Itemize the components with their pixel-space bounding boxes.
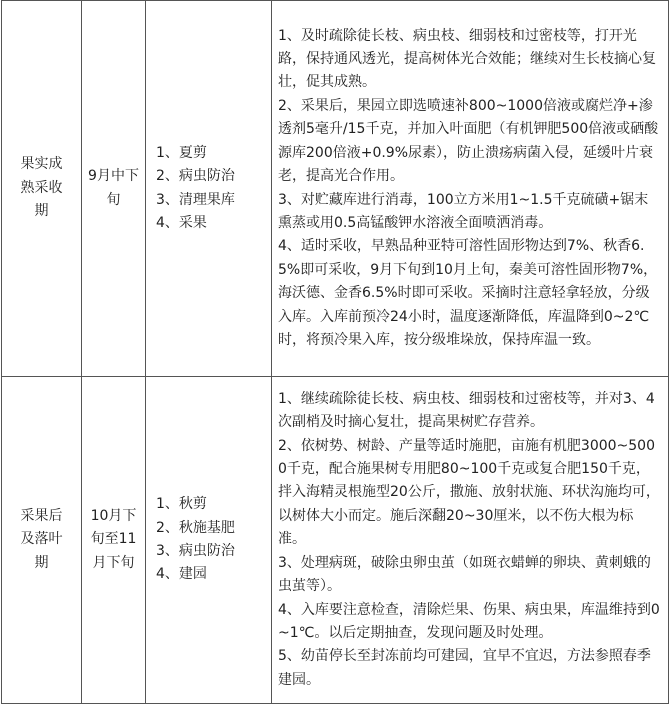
task-item: 4、采果 (156, 214, 207, 231)
period-cell: 果实成熟采收期 (2, 1, 82, 377)
detail-paragraph: 2、采果后，果园立即选喷速补800~1000倍液或腐烂净+渗透剂5毫升/15千克，并加入叶面肥（有机钾肥500倍液或硒酸源库200倍液+0.9%尿素），防止溃疡病菌入侵，延缓叶片衰老，提高光合作用。 (278, 97, 659, 185)
detail-paragraph: 2、依树势、树龄、产量等适时施肥，亩施有机肥3000~5000千克，配合施果树专用肥80~100千克或复合肥150千克，拌入海精灵根施型20公斤，撒施、放射状施、环状沟施均可，以树体大小而定。施后深翻20~30厘米，以不伤大根为标准。 (278, 437, 660, 548)
detail-cell (272, 377, 669, 704)
orchard-schedule-table (1, 0, 669, 704)
detail-paragraph: 3、处理病斑，破除虫卵虫茧（如斑衣蜡蝉的卵块、黄刺蛾的虫茧等）。 (278, 554, 651, 595)
detail-paragraph: 4、适时采收，早熟品种亚特可溶性固形物达到7%、秋香6.5%即可采收，9月下旬到10月上旬，秦美可溶性固形物7%，海沃德、金香6.5%时即可采收。采摘时注意轻拿轻放，分级入库。入库前预冷24小时，温度逐渐降低，库温降到0~2℃时，将预冷果入库，按分级堆垛放，保持库温一致。 (278, 238, 658, 348)
detail-cell (272, 1, 669, 377)
time-cell: 9月中下旬 (82, 1, 146, 377)
detail-paragraph: 4、入库要注意检查，清除烂果、伤果、病虫果，库温维持到0~1℃。以后定期抽查，发现问题及时处理。 (278, 601, 660, 641)
task-item: 4、建园 (156, 566, 207, 583)
task-item: 2、病虫防治 (156, 168, 235, 185)
task-item: 1、秋剪 (156, 496, 207, 513)
detail-paragraph: 1、继续疏除徒长枝、病虫枝、细弱枝和过密枝等，并对3、4次副梢及时摘心复壮，提高果树贮存营养。 (278, 390, 655, 431)
detail-paragraph: 5、幼苗停长至封冻前均可建园，宜早不宜迟，方法参照春季建园。 (278, 648, 651, 688)
period-cell: 采果后及落叶期 (2, 377, 82, 704)
tasks-cell (146, 1, 272, 377)
detail-paragraph: 3、对贮藏库进行消毒，100立方米用1~1.5千克硫磺+锯末熏蒸或用0.5高锰酸钾水溶液全面喷洒消毒。 (278, 191, 649, 231)
task-item: 2、秋施基肥 (156, 519, 235, 536)
table-row-harvest-period (2, 1, 669, 377)
tasks-cell (146, 377, 272, 704)
detail-paragraph: 1、及时疏除徒长枝、病虫枝、细弱枝和过密枝等，打开光路，保持通风透光，提高树体光合效能；继续对生长枝摘心复壮，促其成熟。 (278, 27, 656, 91)
task-item: 3、病虫防治 (156, 543, 235, 559)
table-row-post-harvest-period (2, 377, 669, 704)
task-item: 3、清理果库 (156, 191, 235, 208)
time-cell: 10月下旬至11月下旬 (82, 377, 146, 704)
task-item: 1、夏剪 (156, 144, 207, 161)
